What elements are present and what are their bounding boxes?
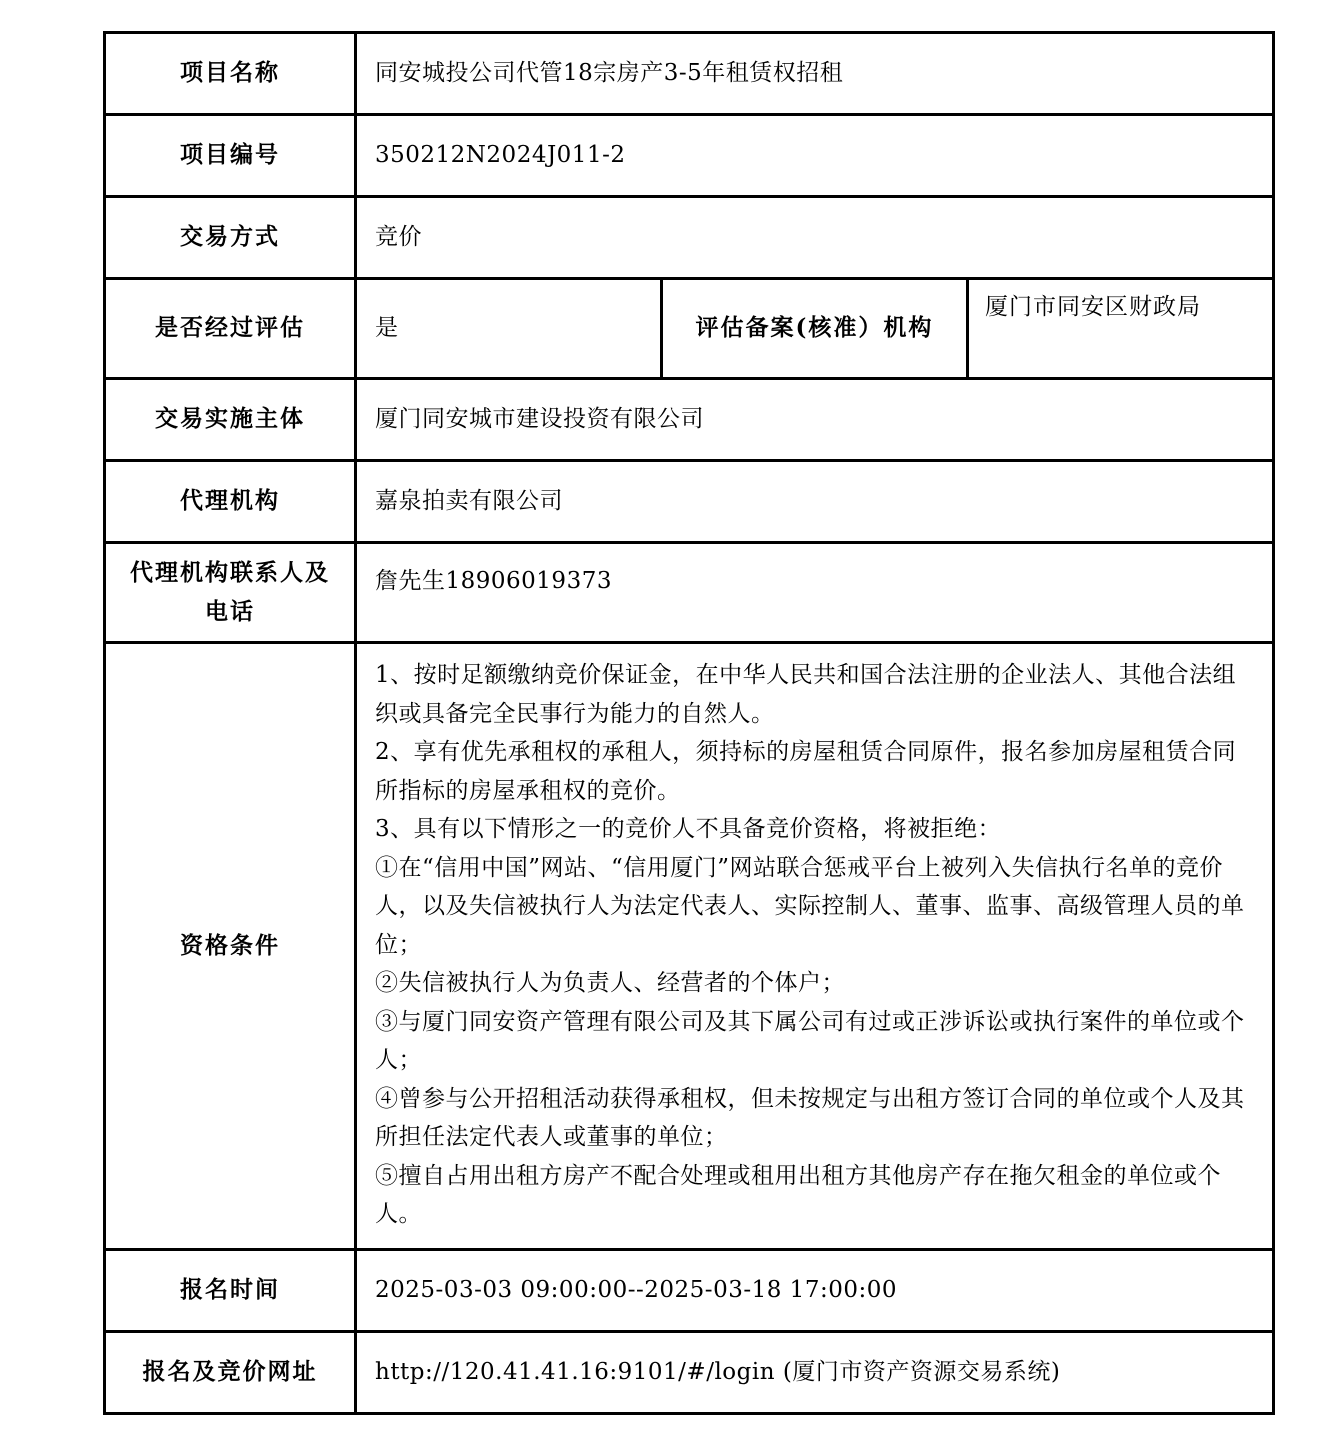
qualification-label: 资格条件	[105, 643, 356, 1250]
evaluation-agency-value: 厦门市同安区财政局	[968, 279, 1274, 379]
qualification-subitem: ①在“信用中国”网站、“信用厦门”网站联合惩戒平台上被列入失信执行名单的竞价人，以及失信被执行人为法定代表人、实际控制人、董事、监事、高级管理人员的单位；	[375, 854, 1245, 958]
row-registration-url	[105, 1331, 1274, 1413]
implementer-label: 交易实施主体	[105, 379, 356, 461]
implementer-value: 厦门同安城市建设投资有限公司	[356, 379, 1274, 461]
qualification-item: 2、享有优先承租权的承租人，须持标的房屋租赁合同原件，报名参加房屋租赁合同所指标的房屋承租权的竞价。	[375, 739, 1237, 804]
agent-label: 代理机构	[105, 461, 356, 543]
qualification-subitem: ⑤擅自占用出租方房产不配合处理或租用出租方其他房产存在拖欠租金的单位或个人。	[375, 1162, 1221, 1227]
project-name-value: 同安城投公司代管18宗房产3-5年租赁权招租	[356, 33, 1274, 115]
qualification-subitem: ④曾参与公开招租活动获得承租权，但未按规定与出租方签订合同的单位或个人及其所担任法定代表人或董事的单位；	[375, 1085, 1245, 1150]
agent-contact-label: 代理机构联系人及电话	[105, 543, 356, 643]
agent-contact-value: 詹先生18906019373	[356, 543, 1274, 643]
project-number-value: 350212N2024J011-2	[356, 115, 1274, 197]
row-project-name	[105, 33, 1274, 115]
registration-url-value	[356, 1331, 1274, 1413]
project-number-label: 项目编号	[105, 115, 356, 197]
evaluated-value: 是	[356, 279, 662, 379]
row-agent	[105, 461, 1274, 543]
qualification-item: 1、按时足额缴纳竞价保证金，在中华人民共和国合法注册的企业法人、其他合法组织或具备完全民事行为能力的自然人。	[375, 662, 1237, 727]
qualification-subitem: ③与厦门同安资产管理有限公司及其下属公司有过或正涉诉讼或执行案件的单位或个人；	[375, 1008, 1245, 1073]
project-info-table	[103, 31, 1275, 1415]
project-name-label: 项目名称	[105, 33, 356, 115]
row-project-number	[105, 115, 1274, 197]
qualification-value	[356, 643, 1274, 1250]
row-evaluated	[105, 279, 1274, 379]
trade-method-label: 交易方式	[105, 197, 356, 279]
row-agent-contact	[105, 543, 1274, 643]
registration-time-label: 报名时间	[105, 1249, 356, 1331]
qualification-item: 3、具有以下情形之一的竞价人不具备竞价资格，将被拒绝：	[375, 816, 1002, 842]
registration-url-label: 报名及竞价网址	[105, 1331, 356, 1413]
row-implementer	[105, 379, 1274, 461]
evaluated-label: 是否经过评估	[105, 279, 356, 379]
qualification-subitem: ②失信被执行人为负责人、经营者的个体户；	[375, 970, 845, 996]
trade-method-value: 竞价	[356, 197, 1274, 279]
row-qualification	[105, 643, 1274, 1250]
registration-time-value: 2025-03-03 09:00:00--2025-03-18 17:00:00	[356, 1249, 1274, 1331]
evaluation-agency-label: 评估备案(核准）机构	[662, 279, 968, 379]
registration-url-link[interactable]: http://120.41.41.16:9101/#/login (厦门市资产资源交易系统)	[375, 1358, 1061, 1385]
row-registration-time	[105, 1249, 1274, 1331]
row-trade-method	[105, 197, 1274, 279]
agent-value: 嘉泉拍卖有限公司	[356, 461, 1274, 543]
